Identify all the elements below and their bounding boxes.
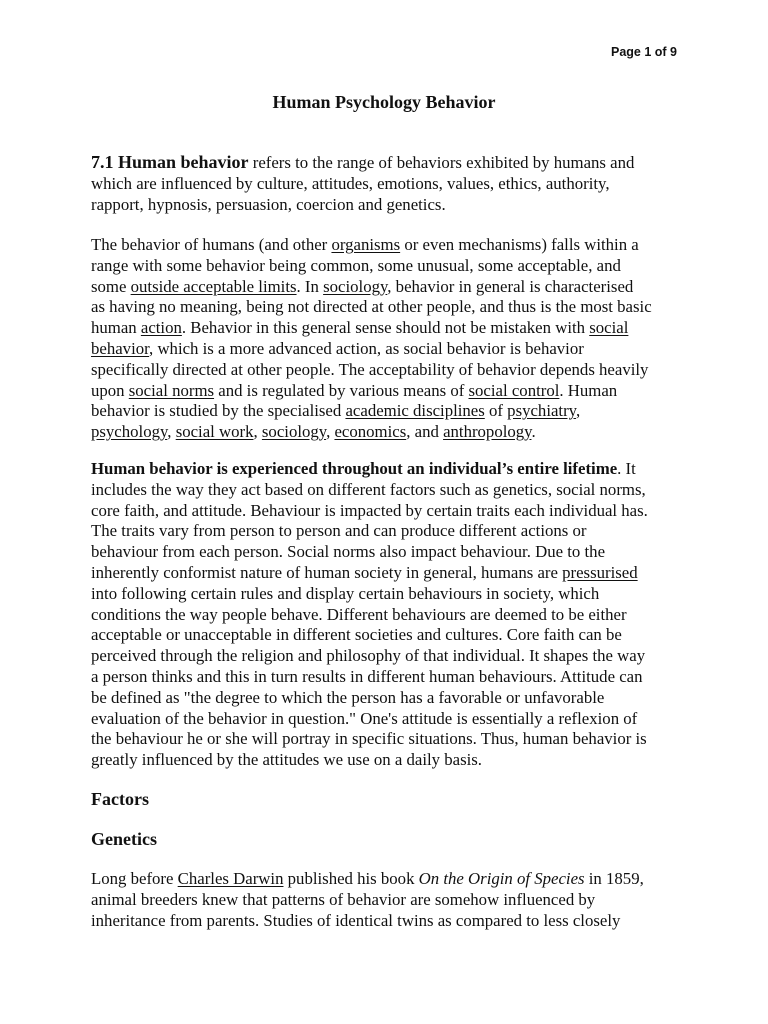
text: refers to the range of behaviors exhibited by humans and bbox=[248, 153, 635, 172]
line bbox=[91, 381, 683, 402]
text: some bbox=[91, 276, 131, 296]
paragraph-lifetime-behavior bbox=[91, 459, 683, 771]
link-action[interactable]: action bbox=[140, 318, 182, 338]
line: the behaviour he or she will portray in specific situations. Thus, human behavior is bbox=[91, 729, 647, 749]
text: of bbox=[484, 401, 508, 421]
page-number: Page 1 of 9 bbox=[611, 45, 677, 59]
text: . Human bbox=[559, 380, 618, 400]
line bbox=[91, 422, 683, 443]
line bbox=[91, 459, 683, 480]
link-social-behavior[interactable]: social bbox=[589, 318, 629, 338]
link-pressurised[interactable]: pressurised bbox=[562, 562, 638, 582]
text: and is regulated by various means of bbox=[214, 380, 469, 400]
line: into following certain rules and display certain behaviours in society, which bbox=[91, 583, 600, 603]
text: published his book bbox=[283, 869, 419, 888]
text: The behavior of humans (and other bbox=[91, 235, 332, 254]
line: conditions the way people behave. Different behaviours are deemed to be either bbox=[91, 604, 627, 624]
text: Long before bbox=[91, 869, 178, 888]
link-social-work[interactable]: social work bbox=[175, 422, 254, 442]
section-lead: 7.1 Human behavior bbox=[91, 152, 249, 172]
line: specifically directed at other people. The acceptability of behavior depends heavily bbox=[91, 359, 649, 379]
text: . bbox=[531, 422, 536, 442]
link-economics[interactable]: economics bbox=[334, 422, 407, 442]
line: which are influenced by culture, attitudes, emotions, values, ethics, authority, bbox=[91, 173, 610, 193]
document-title: Human Psychology Behavior bbox=[272, 92, 496, 112]
link-social-behavior[interactable]: behavior bbox=[91, 338, 150, 358]
line bbox=[91, 869, 683, 890]
text: , bbox=[575, 401, 581, 421]
link-academic-disciplines[interactable]: academic disciplines bbox=[345, 401, 485, 421]
line bbox=[91, 152, 683, 174]
line: The traits vary from person to person and can produce different actions or bbox=[91, 521, 587, 541]
paragraph-intro bbox=[91, 152, 683, 215]
link-psychology[interactable]: psychology bbox=[91, 422, 168, 442]
heading-genetics: Genetics bbox=[91, 829, 157, 849]
link-sociology[interactable]: sociology bbox=[261, 422, 327, 442]
line: perceived through the religion and philosophy of that individual. It shapes the way bbox=[91, 646, 646, 666]
line: inheritance from parents. Studies of identical twins as compared to less closely bbox=[91, 910, 621, 930]
text: or even mechanisms) falls within a bbox=[400, 235, 639, 254]
link-organisms[interactable]: organisms bbox=[331, 235, 401, 254]
text: , which is a more advanced action, as social behavior is behavior bbox=[149, 338, 584, 358]
paragraph-behavior-range bbox=[91, 235, 683, 443]
link-psychiatry[interactable]: psychiatry bbox=[507, 401, 576, 421]
line: as having no meaning, being not directed at other people, and thus is the most basic bbox=[91, 297, 652, 317]
text: behavior is studied by the specialised bbox=[91, 401, 346, 421]
line: evaluation of the behavior in question." One's attitude is essentially a reflexion of bbox=[91, 708, 638, 728]
line: be defined as "the degree to which the person has a favorable or unfavorable bbox=[91, 687, 605, 707]
bold-sentence: Human behavior is experienced throughout an individual’s entire lifetime bbox=[91, 459, 618, 478]
text: . Behavior in this general sense should not be mistaken with bbox=[181, 318, 590, 338]
text: . In bbox=[296, 276, 324, 296]
line: animal breeders knew that patterns of behavior are somehow influenced by bbox=[91, 889, 596, 909]
line: includes the way they act based on different factors such as genetics, social norms, bbox=[91, 479, 646, 499]
paragraph-genetics bbox=[91, 869, 683, 931]
heading-factors: Factors bbox=[91, 789, 149, 809]
book-title: On the Origin of Species bbox=[418, 869, 585, 888]
line bbox=[91, 277, 683, 298]
line: acceptable or unacceptable in different societies and cultures. Core faith can be bbox=[91, 625, 622, 645]
line bbox=[91, 401, 683, 422]
line bbox=[91, 563, 683, 584]
text: , bbox=[167, 422, 176, 442]
line: core faith, and attitude. Behaviour is impacted by certain traits each individual has. bbox=[91, 500, 648, 520]
link-anthropology[interactable]: anthropology bbox=[443, 422, 532, 442]
line bbox=[91, 339, 683, 360]
line: greatly influenced by the attitudes we use on a daily basis. bbox=[91, 750, 482, 770]
link-outside-acceptable-limits[interactable]: outside acceptable limits bbox=[130, 276, 297, 296]
link-social-control[interactable]: social control bbox=[468, 380, 560, 400]
line bbox=[91, 318, 683, 339]
text: human bbox=[91, 318, 141, 338]
text: , bbox=[253, 422, 262, 442]
text: , and bbox=[406, 422, 444, 442]
line: a person thinks and this in turn results in different human behaviours. Attitude can bbox=[91, 666, 643, 686]
text: inherently conformist nature of human society in general, humans are bbox=[91, 562, 563, 582]
text: in 1859, bbox=[584, 869, 644, 888]
text: , bbox=[326, 422, 335, 442]
line bbox=[91, 235, 683, 256]
link-social-norms[interactable]: social norms bbox=[128, 380, 215, 400]
line: behaviour from each person. Social norms also impact behaviour. Due to the bbox=[91, 542, 606, 562]
link-sociology[interactable]: sociology bbox=[323, 276, 388, 296]
line: rapport, hypnosis, persuasion, coercion and genetics. bbox=[91, 194, 446, 214]
text: , behavior in general is characterised bbox=[387, 276, 634, 296]
link-charles-darwin[interactable]: Charles Darwin bbox=[177, 869, 284, 888]
text: . It bbox=[617, 459, 636, 478]
text: upon bbox=[91, 380, 129, 400]
line: range with some behavior being common, some unusual, some acceptable, and bbox=[91, 255, 621, 275]
